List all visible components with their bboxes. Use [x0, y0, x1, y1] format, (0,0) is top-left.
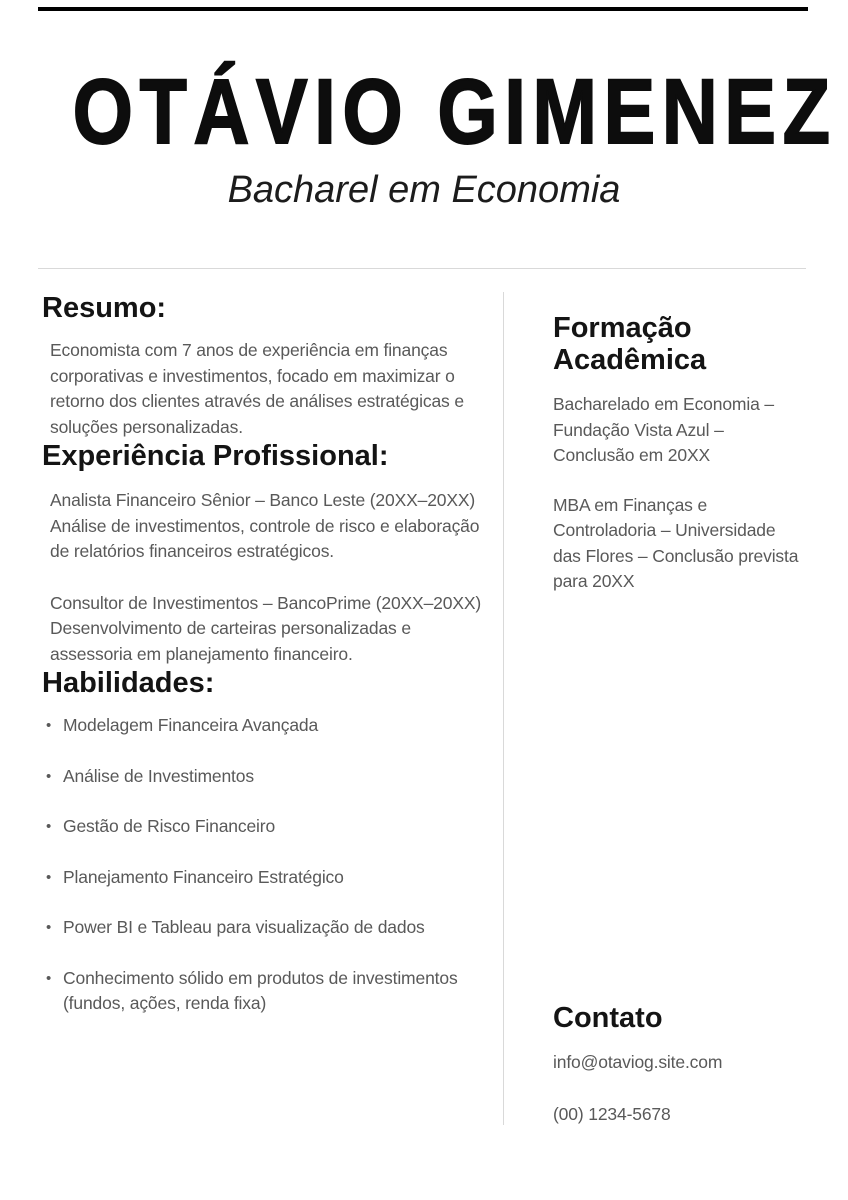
skill-item: • Conhecimento sólido em produtos de investimentos (fundos, ações, renda fixa)	[46, 966, 486, 1017]
job-entry	[42, 488, 486, 565]
skill-item: • Gestão de Risco Financeiro	[46, 814, 486, 840]
top-rule	[38, 7, 808, 11]
candidate-title: Bacharel em Economia	[227, 169, 621, 211]
formacao-heading: Formação Acadêmica	[553, 312, 707, 376]
contact-email: info@otaviog.site.com	[553, 1052, 723, 1072]
resumo-heading: Resumo:	[42, 292, 167, 324]
content-columns	[42, 292, 806, 1042]
section-contato	[553, 1002, 805, 1127]
skill-item: • Power BI e Tableau para visualização de dados	[46, 915, 486, 941]
right-column	[553, 292, 805, 595]
job-description: Desenvolvimento de carteiras personalizadas e assessoria em planejamento financeiro.	[50, 618, 411, 664]
education-entry: Bacharelado em Economia – Fundação Vista Azul – Conclusão em 20XX	[553, 394, 774, 465]
section-resumo	[42, 292, 486, 440]
habilidades-heading: Habilidades:	[42, 667, 215, 699]
job-title: Consultor de Investimentos – BancoPrime (20XX–20XX)	[50, 592, 482, 613]
candidate-name-text: OTÁVIO GIMENEZ	[72, 61, 837, 163]
skill-item: • Análise de Investimentos	[46, 764, 486, 790]
header-divider	[38, 268, 806, 269]
job-description: Análise de investimentos, controle de risco e elaboração de relatórios financeiros estratégicos.	[50, 515, 480, 561]
resumo-body: Economista com 7 anos de experiência em finanças corporativas e investimentos, focado em maximizar o retorno dos clientes através de análises estratégicas e soluções personalizadas.	[50, 340, 464, 437]
skill-item: • Modelagem Financeira Avançada	[46, 713, 486, 739]
contato-heading: Contato	[553, 1002, 663, 1034]
job-entry	[42, 591, 486, 668]
education-entry: MBA em Finanças e Controladoria – Universidade das Flores – Conclusão prevista para 20XX	[553, 494, 799, 591]
section-formacao	[553, 312, 805, 595]
experiencia-heading: Experiência Profissional:	[42, 440, 389, 472]
section-experiencia	[42, 440, 486, 667]
candidate-name	[0, 61, 848, 163]
skills-list	[42, 713, 486, 1017]
skill-item: • Planejamento Financeiro Estratégico	[46, 865, 486, 891]
job-title: Analista Financeiro Sênior – Banco Leste (20XX–20XX)	[50, 490, 476, 510]
section-habilidades	[42, 667, 486, 1017]
left-column	[42, 292, 486, 1042]
contact-phone: (00) 1234-5678	[553, 1103, 671, 1124]
